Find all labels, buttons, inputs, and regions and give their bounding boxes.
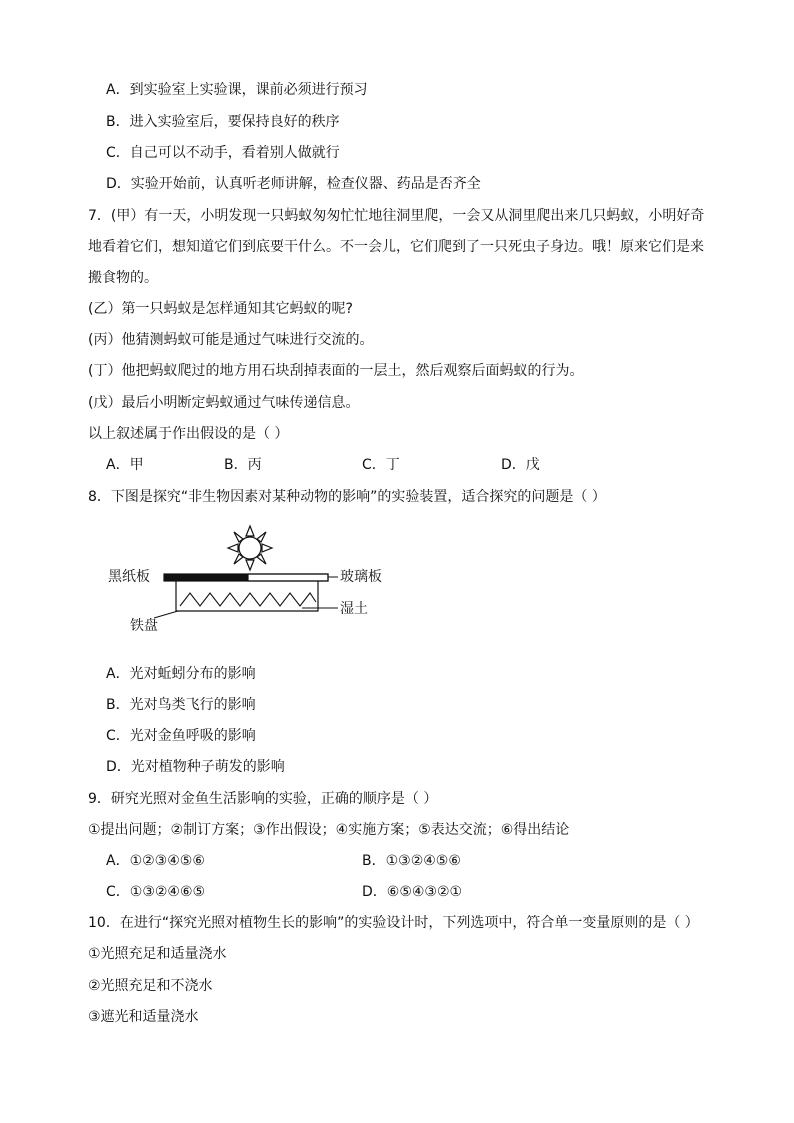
q7-part-wu: (戊）最后小明断定蚂蚁通过气味传递信息。 [88,395,360,411]
q7-option-a: A．甲 [106,457,144,473]
sun-icon [228,526,272,570]
q10-item-3: ③遮光和适量浇水 [88,1009,199,1025]
q6-option-b: B．进入实验室后，要保持良好的秩序 [106,114,340,130]
black-paper-board [164,574,248,581]
wet-soil [180,593,316,606]
q9-option-d: D．⑥⑤④③②① [362,884,463,900]
glass-board [248,574,328,581]
q10-stem: 10．在进行“探究光照对植物生长的影响”的实验设计时，下列选项中，符合单一变量原则的是（ ） [88,915,699,931]
q8-option-b: B．光对鸟类飞行的影响 [106,697,256,713]
label-glass-board: 玻璃板 [340,569,382,585]
q9-steps: ①提出问题；②制订方案；③作出假设；④实施方案；⑤表达交流；⑥得出结论 [88,822,570,838]
q7-part-ding: (丁）他把蚂蚁爬过的地方用石块刮掉表面的一层土，然后观察后面蚂蚁的行为。 [88,363,584,379]
q6-option-d: D．实验开始前，认真听老师讲解，检查仪器、药品是否齐全 [106,176,481,192]
q7-option-c: C．丁 [362,457,400,473]
label-black-paper-board: 黑纸板 [108,569,150,585]
q9-option-c: C．①③②④⑥⑤ [106,884,206,900]
q6-option-c: C．自己可以不动手，看着别人做就行 [106,145,340,161]
q7-stem-line-3: 搬食物的。 [88,270,158,286]
q7-stem-line-1: 7．(甲）有一天，小明发现一只蚂蚁匆匆忙忙地往洞里爬，一会又从洞里爬出来几只蚂蚁，小明好奇 [88,208,705,224]
q10-item-2: ②光照充足和不浇水 [88,978,213,994]
q8-option-d: D．光对植物种子萌发的影响 [106,759,285,775]
q7-stem-line-2: 地看着它们，想知道它们到底要干什么。不一会儿，它们爬到了一只死虫子身边。哦！原来它们是来 [88,239,704,255]
label-iron-tray: 铁盘 [130,618,158,634]
q6-option-a: A．到实验室上实验课，课前必须进行预习 [106,82,368,98]
q7-part-yi: (乙）第一只蚂蚁是怎样通知其它蚂蚁的呢? [88,301,353,317]
q9-option-b: B．①③②④⑤⑥ [362,853,461,869]
q7-option-b: B．丙 [224,457,262,473]
q8-stem: 8．下图是探究“非生物因素对某种动物的影响”的实验装置，适合探究的问题是（ ） [88,489,606,505]
q9-stem: 9．研究光照对金鱼生活影响的实验，正确的顺序是（ ） [88,791,438,807]
q7-part-bing: (丙）他猜测蚂蚁可能是通过气味进行交流的。 [88,332,374,348]
experiment-apparatus-figure [96,520,406,638]
label-wet-soil: 湿土 [340,601,368,617]
q8-option-c: C．光对金鱼呼吸的影响 [106,728,256,744]
q9-option-a: A．①②③④⑤⑥ [106,853,205,869]
q7-option-d: D．戊 [501,457,540,473]
q7-question: 以上叙述属于作出假设的是（ ） [88,426,289,442]
q8-option-a: A．光对蚯蚓分布的影响 [106,666,256,682]
q10-item-1: ①光照充足和适量浇水 [88,946,227,962]
